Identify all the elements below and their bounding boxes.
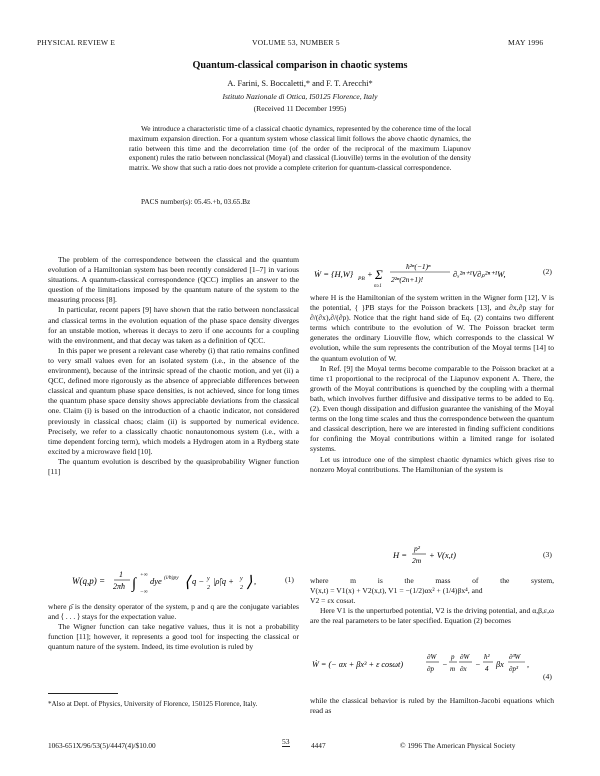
paragraph: Let us introduce one of the simplest chaotic dynamics which gives rise to nonzero Moyal contributions. The Hamiltonian of the system is [310,454,554,474]
issue-date: MAY 1996 [508,38,544,47]
volume-page-number: 53 [282,737,290,746]
equation-1-graphic [72,566,272,598]
copyright: © 1996 The American Physical Society [400,741,516,750]
received-date: (Received 11 December 1995) [253,104,347,113]
svg-text:−: − [442,660,448,669]
svg-text:Ẇ = (− αx + βx³ + ε cosωt): Ẇ = (− αx + βx³ + ε cosωt) [312,660,404,669]
footnote: *Also at Dept. of Physics, University of Florence, 150125 Florence, Italy. [48,700,258,708]
right-column-end [310,696,554,716]
paragraph: In this paper we present a relevant case whereby (i) that ratio remains confined to very small values even for an isolated system (i.e., in the absence of the environment), because of the intrinsic spread of the chaotic motion, and yet (ii) a QCC, defined more rigorously as the absence of appreciable differences between classical and quantum phase space densities, is not achieved, since for long times the quantum phase space density shows appreciable deviations from the classical one. Claim (i) is based on the introduction of a chaotic indicator, not considered previously in classical chaos; claim (ii) is supported by numerical evidence. Precisely, we refer to a classically chaotic nonautonomous system (i.e., with a time dependent forcing term), which models a Hydrogen atom in a Rydberg state excited by a microwave field [10]. [48,345,299,456]
paragraph: In Ref. [9] the Moyal terms become comparable to the Poisson bracket at a time τ1 proportional to the reciprocal of the Liapunov exponent Λ. There, the growth of the Moyal contributions is quenched by the coupling with a thermal bath, which involves further diffusive and dissipative terms to be added to Eq. (2). Even though dissipation and diffusion guarantee the vanishing of the Moyal terms on the long time scales and thus the correspondence between the quantum and classical description, here we are interested in finding sufficient conditions for confining the Moyal contributions within a limited range for isolated systems. [310,363,554,454]
svg-text:ħ²: ħ² [484,653,490,661]
affiliation: Istituto Nazionale di Ottica, I50125 Florence, Italy [222,92,378,101]
paragraph: where H is the Hamiltonian of the system written in the Wigner form [12], V is the potential, { }PB stays for the Poisson brackets [13], and ∂x,∂p stay for ∂/(∂x),∂/(∂p). Notice that the right hand side of Eq. (2) contains two different terms which contribute to the evolution of W. The Poisson bracket term generates the ordinary Liouville flow, which corresponds to the classical W evolution, while the sum represents the contribution of the Moyal terms [14] to the quantum evolution of W. [310,293,554,363]
svg-text:p: p [451,653,455,661]
paragraph: The quantum evolution is described by the quasiprobability Wigner function [11] [48,456,299,476]
paragraph: V(x,t) = V1(x) + V2(x,t), V1 = −(1/2)αx² + (1/4)βx⁴, and [310,586,483,596]
svg-text:y: y [207,576,210,582]
svg-text:∂x: ∂x [460,665,467,673]
equation-3 [393,542,483,570]
svg-text:∂W: ∂W [427,653,437,661]
paragraph: V2 = εx cosωt. [310,596,356,606]
svg-text:∂ₓ²ⁿ⁺¹V∂ₚ²ⁿ⁺¹W,: ∂ₓ²ⁿ⁺¹V∂ₚ²ⁿ⁺¹W, [453,269,506,279]
svg-text:,: , [254,576,257,586]
paragraph: The problem of the correspondence between the classical and the quantum evolution of a Hamiltonian system has been recently considered [1–7] in various situations. A quantum-classical correspondence (QCC) implies an answer to the question of the limitations imposed by the quantum nature of the system to the measuring process [8]. [48,255,299,305]
equation-2-graphic [314,257,544,289]
page-number: 4447 [311,741,326,750]
svg-text:∂W: ∂W [460,653,470,661]
svg-text:PB: PB [358,276,365,282]
paragraph: while the classical behavior is ruled by the Hamilton-Jacobi equations which read as [310,696,554,716]
svg-text:Σ: Σ [375,267,383,282]
svg-text:+∞: +∞ [140,572,148,578]
journal-code: 1063-651X/96/53(5)/4447(4)/$10.00 [48,741,156,750]
paragraph: where ρ̂ is the density operator of the system, p and q are the conjugate variables and ⟨ . . . ⟩ stays for the expectation value. [48,602,299,622]
svg-text:y: y [240,576,243,582]
svg-text:1: 1 [119,570,123,579]
left-column-continued [48,602,299,652]
svg-text:βx: βx [496,660,504,669]
svg-text:2πħ: 2πħ [113,582,126,591]
svg-text:2²ⁿ(2n+1)!: 2²ⁿ(2n+1)! [391,275,424,284]
svg-text:Ẇ = {H,W}: Ẇ = {H,W} [314,269,354,279]
volume-issue: VOLUME 53, NUMBER 5 [252,38,340,47]
svg-text:∂³W: ∂³W [509,653,521,661]
svg-text:ħ²ⁿ(−1)ⁿ: ħ²ⁿ(−1)ⁿ [406,262,431,271]
equation-number: (2) [543,267,552,276]
svg-text:n≥1: n≥1 [374,284,382,289]
svg-text:,: , [527,660,530,669]
pacs-numbers: PACS number(s): 05.45.+b, 03.65.Bz [141,197,251,206]
svg-text:+: + [367,269,373,279]
svg-text:2m: 2m [412,556,422,565]
svg-text:(i/ħ)py: (i/ħ)py [164,575,179,581]
svg-text:+ V(x,t): + V(x,t) [429,550,456,560]
equation-1 [72,566,272,600]
svg-text:⟩: ⟩ [246,574,253,591]
abstract: We introduce a characteristic time of a classical chaotic dynamics, represented by the coherence time of the local maximum expansion direction. For a quantum system whose classical limit follows the above chaotic dynamics, the ratio between this time and the decorrelation time (of the order of the reciprocal of the maximum Liapunov exponent) rules the ratio between nonclassical (Moyal) and classical (Liouville) terms in the evolution of the density matrix. We show that such a ratio does not provide a complete criterion for quantum-classical correspondence. [129,124,471,173]
paper-title: Quantum-classical comparison in chaotic systems [192,60,408,71]
svg-text:2: 2 [240,585,243,591]
footnote-rule [48,693,118,694]
svg-text:⟨: ⟨ [184,574,191,591]
equation-number: (1) [285,575,294,584]
svg-text:∫: ∫ [132,576,137,592]
equation-number: (3) [543,550,552,559]
equation-4 [312,650,542,682]
equation-2 [314,257,544,291]
svg-text:m: m [450,665,456,673]
svg-text:p²: p² [414,544,420,553]
equation-number: (4) [543,672,552,681]
svg-text:H =: H = [393,550,407,560]
svg-text:∂p³: ∂p³ [509,665,519,673]
svg-text:dye: dye [150,576,162,586]
equation-4-graphic [312,650,542,680]
paragraph: The Wigner function can take negative values, thus it is not a probability function [11]; however, it represents a good tool for inspecting the classical or quantum nature of the system. Indeed, its time evolution is ruled by [48,622,299,652]
right-column [310,293,554,475]
svg-text:4: 4 [485,665,489,673]
paragraph: where m is the mass of the system, [310,576,554,585]
svg-text:W(q,p) =: W(q,p) = [72,576,106,586]
svg-text:−∞: −∞ [140,589,148,595]
svg-text:2: 2 [207,585,210,591]
svg-text:∂p: ∂p [427,665,434,673]
right-column-middle [310,576,554,626]
equation-3-graphic [393,542,483,568]
paragraph: In particular, recent papers [9] have shown that the ratio between nonclassical and classical terms in the evolution equation of the phase space density diverges for an unstable motion, whereas it decays to zero if one accounts for a coupling with the environment, and that decay was taken as a definition of QCC. [48,305,299,345]
author-list: A. Farini, S. Boccaletti,* and F. T. Arecchi* [227,79,373,88]
svg-text:|ρ̂|q +: |ρ̂|q + [213,576,234,586]
svg-text:−: − [475,660,481,669]
left-column [48,255,299,477]
svg-text:q −: q − [192,576,205,586]
paragraph: Here V1 is the unperturbed potential, V2 is the driving potential, and α,β,ε,ω are the real parameters to be later specified. Equation (2) becomes [310,606,554,626]
journal-name: PHYSICAL REVIEW E [37,38,116,47]
